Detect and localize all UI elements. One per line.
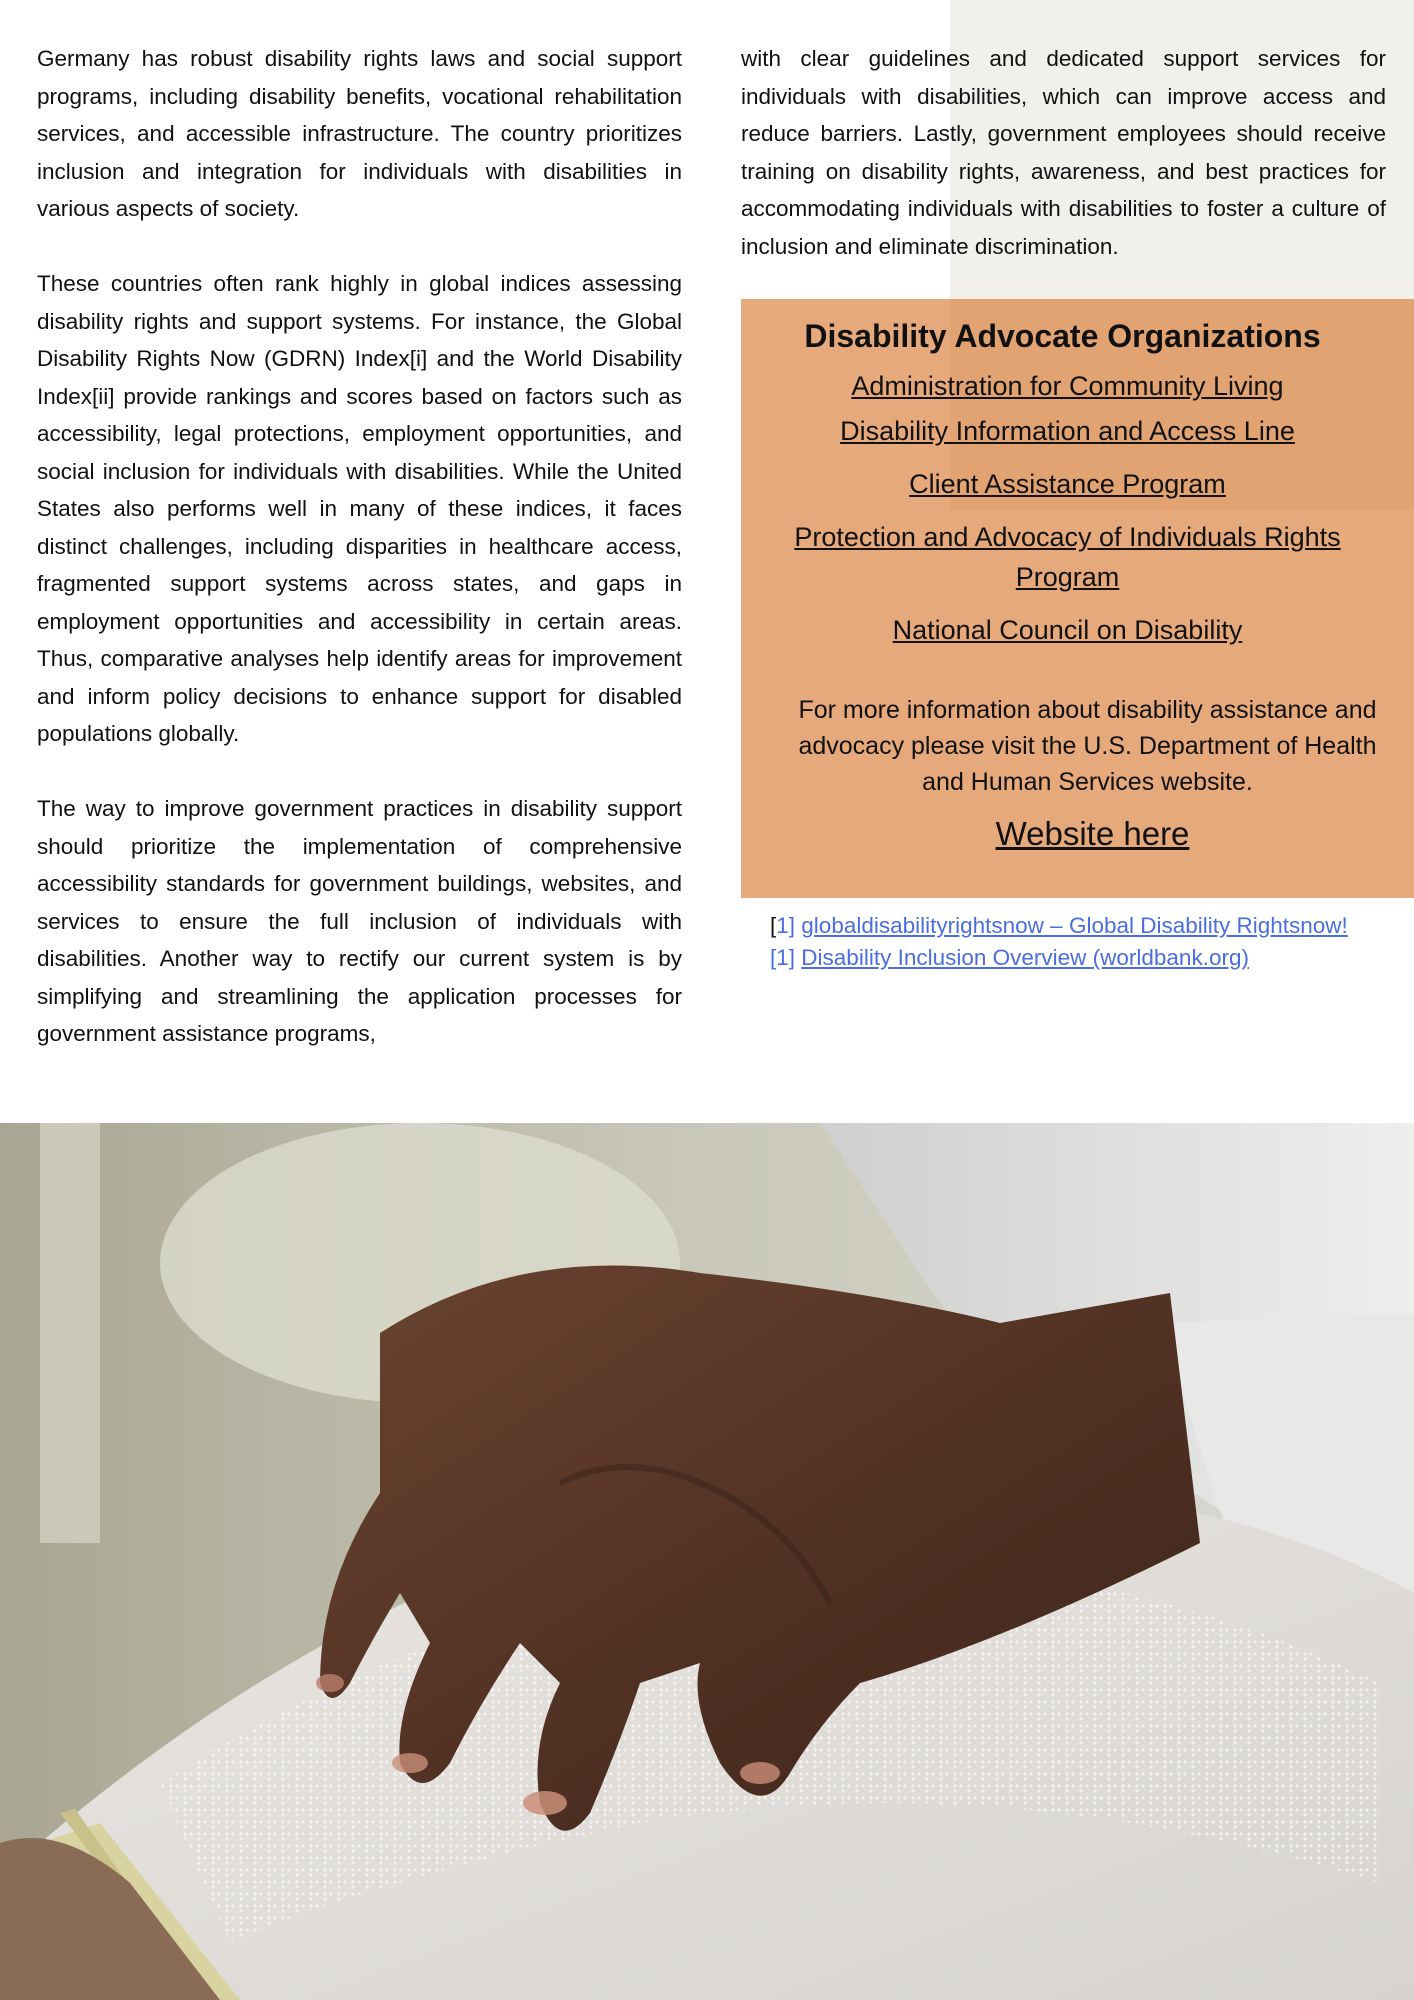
footnote-number[interactable]: 1] [776, 913, 796, 938]
footnotes [770, 910, 1410, 974]
list-item [761, 411, 1374, 451]
advocate-organizations-box [741, 299, 1414, 898]
paragraph-global-indices: These countries often rank highly in global indices assessing disability rights and support systems. For instance, the Global Disability Rights Now (GDRN) Index[i] and the World Disability Index[ii] provide rankings and scores based on factors such as accessibility, legal protections, employment opportunities, and social inclusion for individuals with disabilities. While the United States also performs well in many of these indices, it faces distinct challenges, including disparities in healthcare access, fragmented support systems across states, and gaps in employment opportunities and accessibility in certain areas. Thus, comparative analyses help identify areas for improvement and inform policy decisions to enhance support for disabled populations globally. [37, 271, 682, 746]
link-administration-for-community-living[interactable]: Administration for Community Living [851, 371, 1284, 401]
footnote [770, 942, 1410, 974]
link-protection-advocacy-program[interactable]: Protection and Advocacy of Individuals Rights Program [794, 522, 1341, 592]
paragraph-germany: Germany has robust disability rights laws and social support programs, including disability benefits, vocational rehabilitation services, and accessible infrastructure. The country prioritizes inclusion and integration for individuals with disabilities in various aspects of society. [37, 46, 682, 221]
link-national-council-on-disability[interactable]: National Council on Disability [892, 615, 1243, 645]
paragraph-improve-practices: The way to improve government practices in disability support should prioritize the implementation of comprehensive accessibility standards for government buildings, websites, and services to ensure the full inclusion of individuals with disabilities. Another way to rectify our current system is by simplifying and streamlining the application processes for government assistance programs, [37, 796, 682, 1046]
more-info-text: For more information about disability assistance and advocacy please visit the U.S. Department of Health and Human Services website. [798, 696, 1377, 796]
footnote-link-gdrn[interactable]: globaldisabilityrightsnow – Global Disability Rightsnow! [801, 913, 1348, 938]
right-text-column [741, 40, 1386, 265]
link-disability-information-access-line[interactable]: Disability Information and Access Line [840, 416, 1295, 446]
footnote-bracket: [ [770, 913, 777, 938]
footnote-bracket: [ [770, 945, 777, 970]
footnote-number[interactable]: 1] [776, 945, 796, 970]
braille-hands-illustration [0, 1123, 1414, 2000]
list-item [761, 366, 1374, 406]
list-item [761, 517, 1374, 597]
footnote [770, 910, 1410, 942]
paragraph-guidelines: with clear guidelines and dedicated support services for individuals with disabilities, which can improve access and reduce barriers. Lastly, government employees should receive training on disability rights, awareness, and best practices for accommodating individuals with disabilities to foster a culture of inclusion and eliminate discrimination. [741, 46, 1386, 259]
left-text-column [37, 40, 682, 1053]
list-item [761, 464, 1374, 504]
footnote-link-worldbank[interactable]: Disability Inclusion Overview (worldbank.org) [801, 945, 1249, 970]
list-item [761, 610, 1374, 650]
braille-reading-photo [0, 1123, 1414, 2000]
organization-link-list [741, 366, 1414, 650]
website-link[interactable]: Website here [995, 815, 1190, 852]
link-client-assistance-program[interactable]: Client Assistance Program [909, 469, 1226, 499]
organizations-title: Disability Advocate Organizations [804, 318, 1321, 354]
